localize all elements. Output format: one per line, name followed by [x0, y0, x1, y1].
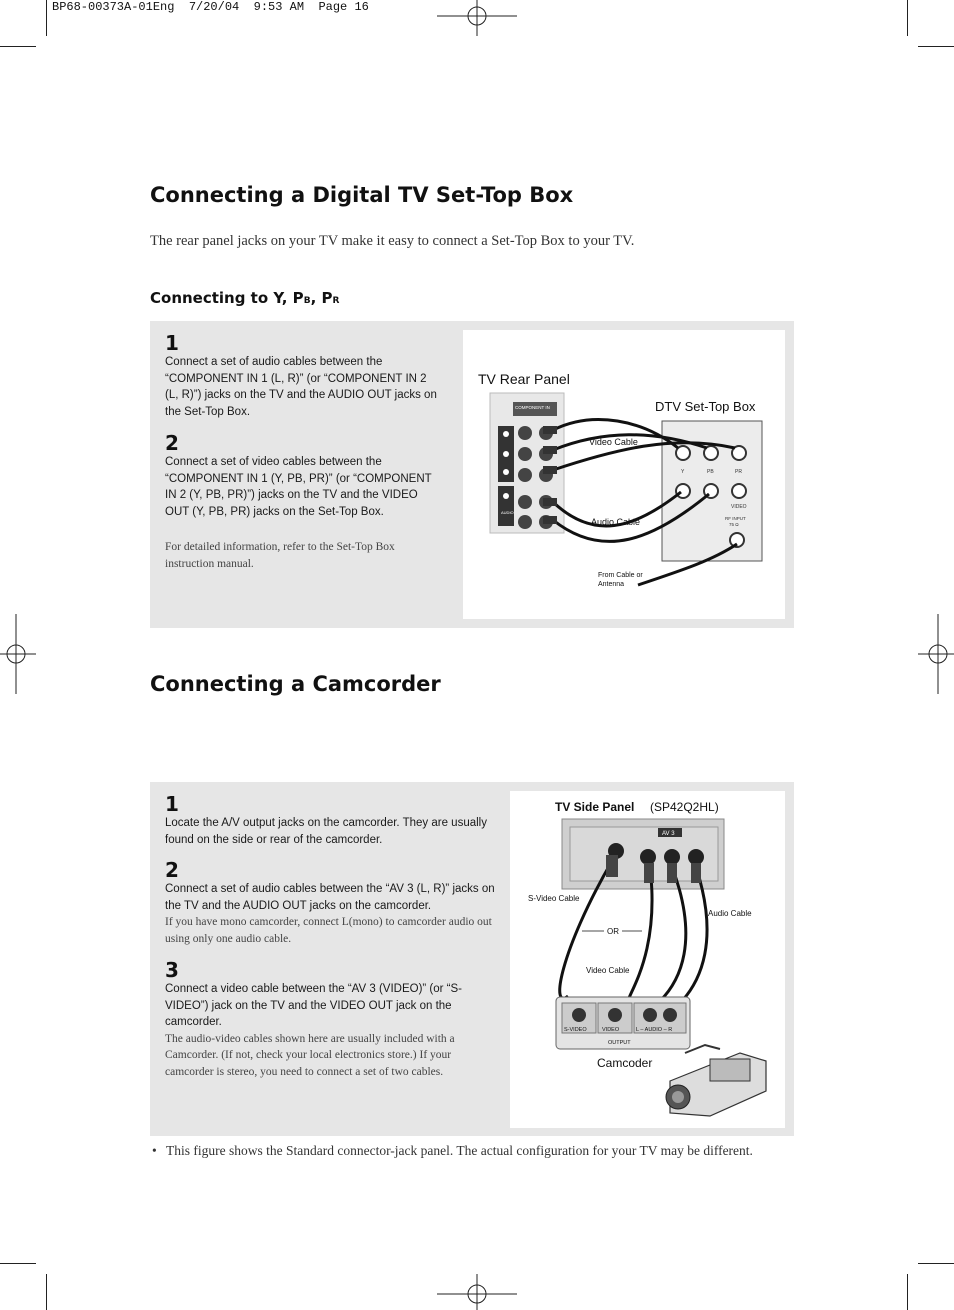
camcorder-label: Camcoder: [597, 1056, 653, 1070]
crop-mark: [46, 0, 47, 36]
crop-mark: [918, 1263, 954, 1264]
rf-input-label: RF INPUT: [725, 516, 746, 521]
antenna-label: Antenna: [598, 581, 625, 588]
tv-rear-panel-label: TV Rear Panel: [478, 371, 570, 387]
subhead-sep: , P: [310, 289, 333, 307]
output-label: OUTPUT: [608, 1040, 631, 1046]
audio-cable-label: Audio Cable: [591, 517, 641, 527]
subhead-sub-b: B: [303, 296, 311, 306]
stb-pb-label: PB: [707, 469, 714, 475]
step-2: [165, 859, 495, 947]
subhead-main: Connecting to Y, P: [150, 289, 304, 307]
dtv-wiring-illustration: [463, 330, 785, 619]
camcorder-graphic: [666, 1045, 766, 1116]
video-cable-label: Video Cable: [586, 966, 630, 975]
step-text: Connect a set of audio cables between the “COMPONENT IN 1 (L, R)” (or “COMPONENT IN 2 (L, R)”) jacks on the TV and the AUDIO OUT jacks on the Set-Top Box.: [165, 356, 437, 418]
stb-pr-label: PR: [735, 469, 742, 475]
diagram-dtv-connection: [463, 330, 785, 619]
step-1: [165, 793, 495, 848]
instructions-panel-camcorder: [150, 782, 794, 1136]
out-audio-label: L – AUDIO – R: [636, 1027, 673, 1033]
step-note: The audio-video cables shown here are usually included with a Camcorder. (If not, check your local electronics store.) If your camcorder is stereo, you need to connect a set of two cables.: [165, 1032, 455, 1078]
section-intro: The rear panel jacks on your TV make it easy to connect a Set-Top Box to your TV.: [150, 233, 635, 249]
video-cable-label: Video Cable: [589, 437, 638, 447]
camcorder-wiring-illustration: [510, 791, 785, 1128]
svideo-cable-label: S-Video Cable: [528, 894, 580, 903]
registration-mark-bottom: [437, 1274, 517, 1310]
step-1: [165, 332, 440, 420]
step-number: 2: [165, 858, 179, 882]
tv-model-label: (SP42Q2HL): [650, 800, 719, 814]
from-cable-label: From Cable or: [598, 572, 643, 579]
step-number: 3: [165, 958, 179, 982]
step-number: 1: [165, 792, 179, 816]
step-text: Connect a set of audio cables between the “AV 3 (L, R)” jacks on the TV and the AUDIO OUT jacks on the camcorder.: [165, 883, 495, 912]
tv-side-panel-label: TV Side Panel: [555, 800, 635, 814]
stb-label: DTV Set-Top Box: [655, 399, 756, 414]
step-note: If you have mono camcorder, connect L(mono) to camcorder audio out using only one audio cable.: [165, 916, 492, 945]
component-in-label: COMPONENT IN: [515, 405, 550, 410]
registration-mark-top: [437, 0, 517, 36]
camcorder-output-panel: [556, 997, 690, 1049]
instructions-panel-dtv: [150, 321, 794, 628]
audio-tag-label: AUDIO: [501, 510, 514, 515]
step-3: [165, 959, 485, 1080]
step-note: For detailed information, refer to the Set-Top Box instruction manual.: [165, 541, 395, 570]
av3-label: AV 3: [662, 831, 675, 837]
crop-mark: [918, 46, 954, 47]
or-label: OR: [607, 927, 619, 936]
crop-mark: [907, 0, 908, 36]
footnote-text: This figure shows the Standard connector-jack panel. The actual configuration for your TV may be different.: [166, 1143, 753, 1158]
crop-mark: [0, 1263, 36, 1264]
step-number: 1: [165, 331, 179, 355]
section-title-dtv: Connecting a Digital TV Set-Top Box: [150, 183, 574, 207]
tv-rear-panel-graphic: [490, 393, 564, 533]
subsection-heading: [150, 289, 339, 307]
crop-mark: [907, 1274, 908, 1310]
step-text: Connect a video cable between the “AV 3 (VIDEO)” (or “S-VIDEO”) jack on the TV and the VIDEO OUT jack on the camcorder.: [165, 983, 463, 1028]
stb-video-label: VIDEO: [731, 504, 747, 510]
subhead-sub-r: R: [332, 296, 340, 306]
step-number: 2: [165, 431, 179, 455]
step-2: [165, 432, 440, 520]
print-slug: BP68-00373A-01Eng 7/20/04 9:53 AM Page 16: [52, 0, 369, 14]
crop-mark: [0, 46, 36, 47]
out-video-label: VIDEO: [602, 1027, 620, 1033]
diagram-camcorder-connection: [510, 791, 785, 1128]
crop-mark: [46, 1274, 47, 1310]
step-text: Locate the A/V output jacks on the camcorder. They are usually found on the side or rear of the camcorder.: [165, 817, 487, 846]
stb-y-label: Y: [681, 469, 685, 475]
rf-ohm-label: 75 Ω: [729, 522, 739, 527]
step-text: Connect a set of video cables between the “COMPONENT IN 1 (Y, PB, PR)” (or “COMPONENT IN 2 (Y, PB, PR)”) jacks on the TV and the VIDEO OUT (Y, PB, PR) jacks on the Set-Top Box.: [165, 456, 432, 518]
registration-mark-left: [0, 614, 36, 694]
section-title-camcorder: Connecting a Camcorder: [150, 672, 441, 696]
out-svideo-label: S-VIDEO: [564, 1027, 587, 1033]
bullet-dot: •: [152, 1143, 157, 1158]
audio-cable-label: Audio Cable: [708, 909, 752, 918]
footnote-bullet: [152, 1142, 772, 1159]
registration-mark-right: [918, 614, 954, 694]
